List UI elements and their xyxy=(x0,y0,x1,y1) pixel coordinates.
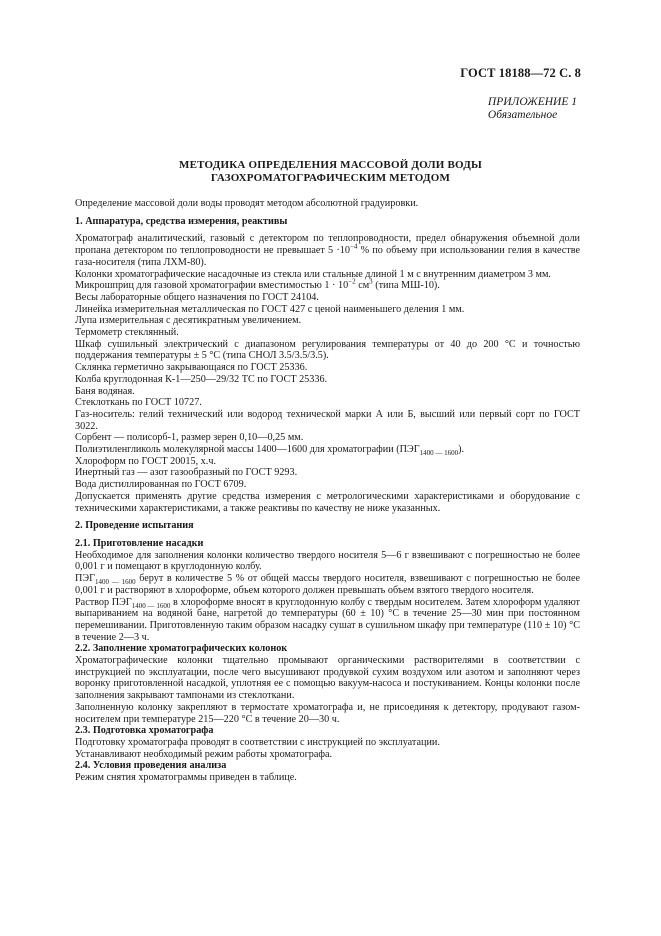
s1-p4: Весы лабораторные общего назначения по ГОСТ 24104. xyxy=(75,291,319,303)
subsection-2-2-heading: 2.2. Заполнение хроматографических колонок xyxy=(75,643,288,655)
s1-p11: Баня водяная. xyxy=(75,385,135,397)
s1-p7: Термометр стеклянный. xyxy=(75,327,179,339)
s1-p3: Микрошприц для газовой хроматографии вместимостью $1 \cdot 10^{-2}$ $см^3$ (типа МШ-10). xyxy=(75,277,440,292)
appendix-title: ПРИЛОЖЕНИЕ 1 xyxy=(487,96,577,108)
s1-p10: Колба круглодонная К-1—250—29/32 ТС по ГОСТ 25336. xyxy=(75,373,328,385)
s22-p1: Хроматографические колонки тщательно промывают органическими растворителями в соответствии с инструкцией по эксплуатации, после чего высушивают продувкой сухим воздухом или азотом и заполняют через воронку приготовленной насадкой, уплотняя ее с помощью вакуум-насоса и постукиванием. Концы колонки после заполнения закрывают тампонами из стеклоткани. xyxy=(75,655,580,702)
appendix-status: Обязательное xyxy=(487,109,558,121)
appendix-label xyxy=(488,96,577,122)
section-2-heading: 2. Проведение испытания xyxy=(75,520,194,532)
s21-p1: Необходимое для заполнения колонки количество твердого носителя 5—6 г взвешивают с погрешностью не более 0,001 г и помещают в круглодонную колбу. xyxy=(75,549,580,573)
s21-p2: $ПЭГ_{1400 — 1600}$ берут в количестве 5 % от общей массы твердого носителя, взвешивают с погрешностью не более 0,001 г и растворяют в хлороформе, объем которого должен превышать объем взятого твердого носителя. xyxy=(75,573,580,596)
document-body xyxy=(75,198,580,784)
s1-p14: Сорбент — полисорб-1, размер зерен 0,10—0,25 мм. xyxy=(75,432,304,444)
s23-p1: Подготовку хроматографа проводят в соответствии с инструкцией по эксплуатации. xyxy=(75,736,440,748)
s1-p8: Шкаф сушильный электрический с диапазоном регулирования температуры от 40 до 200 °С и точностью поддержания температуры ± 5 °С (типа СНОЛ 3.5/3.5/3.5). xyxy=(75,338,580,362)
s23-p2: Устанавливают необходимый режим работы хроматографа. xyxy=(75,748,333,760)
s1-p2: Колонки хроматографические насадочные из стекла или стальные длиной 1 м с внутренним диаметром 3 мм. xyxy=(75,268,551,280)
s1-p18: Вода дистиллированная по ГОСТ 6709. xyxy=(75,479,247,491)
subsection-2-3-heading: 2.3. Подготовка хроматографа xyxy=(75,725,214,737)
s24-p1: Режим снятия хроматограммы приведен в таблице. xyxy=(75,772,297,784)
s1-p6: Лупа измерительная с десятикратным увеличением. xyxy=(75,315,302,327)
s1-p1: Хроматограф аналитический, газовый с детектором по теплопроводности, предел обнаружения объемной доли пропана детектором по теплопроводности не превышает $5 \cdot 10^{-4}$ % по объему при использовании гелия в качестве газа-носителя (типа ЛХМ-80). xyxy=(75,233,580,268)
title-line-2: ГАЗОХРОМАТОГРАФИЧЕСКИМ МЕТОДОМ xyxy=(210,172,451,184)
s1-p16: Хлороформ по ГОСТ 20015, х.ч. xyxy=(75,455,216,467)
s1-p12: Стеклоткань по ГОСТ 10727. xyxy=(75,397,202,409)
subsection-2-4-heading: 2.4. Условия проведения анализа xyxy=(75,760,227,772)
s1-p5: Линейка измерительная металлическая по ГОСТ 427 с ценой наименьшего деления 1 мм. xyxy=(75,303,465,315)
s21-p3: Раствор $ПЭГ_{1400 — 1600}$ в хлороформе вносят в круглодонную колбу с твердым носителем. Затем хлороформ удаляют выпариванием на водяной бане, нагретой до температуры (60 ± 10) °С в течение 25—30 мин при постоянном перемешивании. Приготовленную таким образом насадку сушат в сушильном шкафу при температуре (110 ± 10) °С в течение 2—3 ч. xyxy=(75,596,581,643)
s1-p19: Допускается применять другие средства измерения с метрологическими характеристиками и оборудование с техническими характеристиками, а также реактивы по качеству не ниже указанных. xyxy=(75,490,580,514)
s1-p9: Склянка герметично закрывающаяся по ГОСТ 25336. xyxy=(75,362,308,374)
s1-p13: Газ-носитель: гелий технический или водород технической марки А или Б, высший или первый сорт по ГОСТ 3022. xyxy=(75,408,580,432)
s22-p2: Заполненную колонку закрепляют в термостате хроматографа и, не присоединяя к детектору, продувают газом-носителем при температуре 215—220 °С в течение 20—30 ч. xyxy=(75,701,580,725)
title-line-1: МЕТОДИКА ОПРЕДЕЛЕНИЯ МАССОВОЙ ДОЛИ ВОДЫ xyxy=(179,159,482,171)
page-header-gost: ГОСТ 18188—72 С. 8 xyxy=(460,66,581,80)
intro-paragraph: Определение массовой доли воды проводят методом абсолютной градуировки. xyxy=(75,198,419,209)
section-1-heading: 1. Аппаратура, средства измерения, реактивы xyxy=(75,215,288,227)
s1-p17: Инертный газ — азот газообразный по ГОСТ 9293. xyxy=(75,467,298,479)
document-title xyxy=(0,159,661,185)
s1-p15: Полиэтиленгликоль молекулярной массы 1400—1600 для хроматографии $(ПЭГ_{1400 — 1600})$. xyxy=(75,444,465,458)
subsection-2-1-heading: 2.1. Приготовление насадки xyxy=(75,537,204,549)
